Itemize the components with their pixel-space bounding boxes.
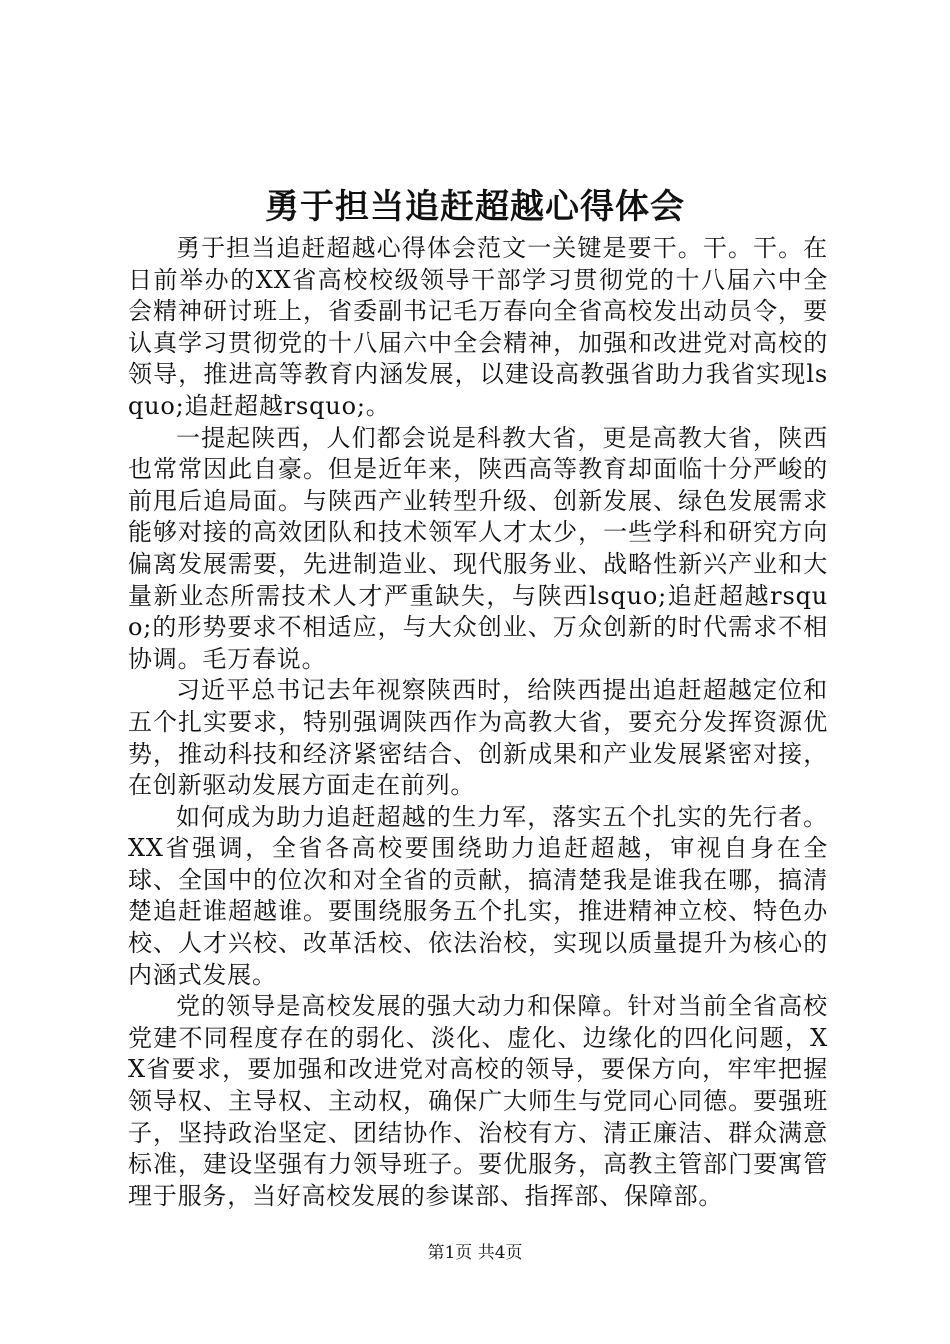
paragraph-4: 如何成为助力追赶超越的生力军，落实五个扎实的先行者。XX省强调，全省各高校要围绕助力追赶超越，审视自身在全球、全国中的位次和对全省的贡献，搞清楚我是谁我在哪，搞清楚追赶谁超越谁。要围绕服务五个扎实，推进精神立校、特色办校、人才兴校、改革活校、依法治校，实现以质量提升为核心的内涵式发展。 bbox=[128, 802, 828, 989]
document-title: 勇于担当追赶超越心得体会 bbox=[265, 187, 685, 227]
paragraph-5: 党的领导是高校发展的强大动力和保障。针对当前全省高校党建不同程度存在的弱化、淡化、虚化、边缘化的四化问题，XX省要求，要加强和改进党对高校的领导，要保方向，牢牢把握领导权、主导权、主动权，确保广大师生与党同心同德。要强班子，坚持政治坚定、团结协作、治校有方、清正廉洁、群众满意标准，建设坚强有力领导班子。要优服务，高教主管部门要寓管理于服务，当好高校发展的参谋部、指挥部、保障部。 bbox=[128, 992, 828, 1210]
paragraph-3: 习近平总书记去年视察陕西时，给陕西提出追赶超越定位和五个扎实要求，特别强调陕西作为高教大省，要充分发挥资源优势，推动科技和经济紧密结合、创新成果和产业发展紧密对接，在创新驱动发展方面走在前列。 bbox=[128, 676, 828, 800]
paragraph-1: 勇于担当追赶超越心得体会范文一关键是要干。干。干。在日前举办的XX省高校校级领导干部学习贯彻党的十八届六中全会精神研讨班上，省委副书记毛万春向全省高校发出动员令，要认真学习贯彻党的十八届六中全会精神，加强和改进党对高校的领导，推进高等教育内涵发展，以建设高教强省助力我省实现lsquo;追赶超越rsquo;。 bbox=[128, 234, 828, 420]
document-body bbox=[128, 233, 828, 1212]
paragraph-2: 一提起陕西，人们都会说是科教大省，更是高教大省，陕西也常常因此自豪。但是近年来，陕西高等教育却面临十分严峻的前甩后追局面。与陕西产业转型升级、创新发展、绿色发展需求能够对接的高效团队和技术领军人才太少，一些学科和研究方向偏离发展需要，先进制造业、现代服务业、战略性新兴产业和大量新业态所需技术人才严重缺失，与陕西lsquo;追赶超越rsquo;的形势要求不相适应，与大众创业、万众创新的时代需求不相协调。毛万春说。 bbox=[128, 423, 828, 673]
page-footer: 第1页 共4页 bbox=[427, 1243, 523, 1263]
